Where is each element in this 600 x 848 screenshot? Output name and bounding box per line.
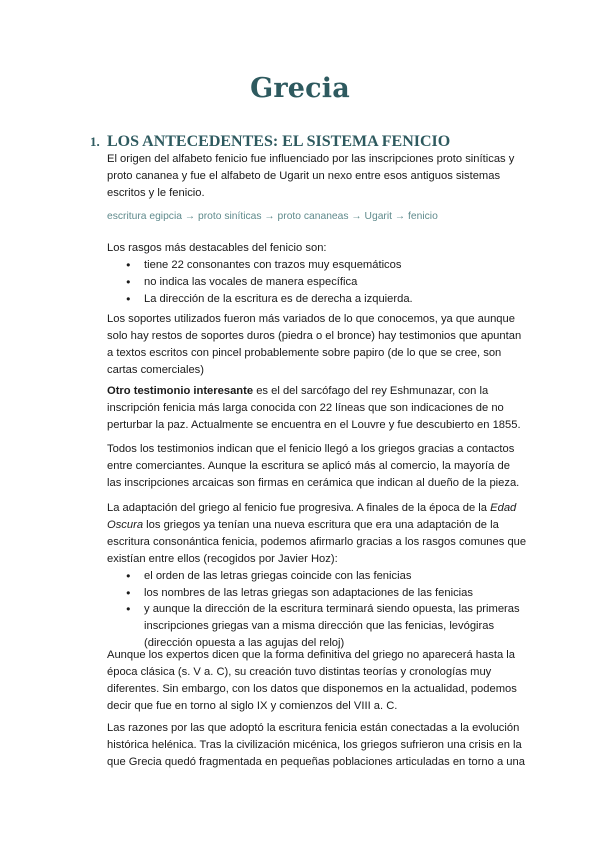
list-item: ● el orden de las letras griegas coincide con las fenicias (107, 568, 527, 585)
traits-section (107, 240, 527, 308)
section-heading (90, 133, 530, 151)
page-title: Grecia (250, 73, 350, 104)
commerce-paragraph (107, 441, 527, 492)
adaptation-text-start: La adaptación del griego al fenicio fue progresiva. A finales de la época de la (107, 502, 491, 514)
section-number: 1. (90, 134, 100, 149)
commerce-text: Todos los testimonios indican que el fenicio llegó a los griegos gracias a contactos entre comerciantes. Aunque la escritura se aplicó más al comercio, la mayoría de las inscripciones arcaicas son firmas en cerámica que indican al dueño de la pieza. (107, 443, 520, 489)
testimony-bold: Otro testimonio interesante (107, 385, 254, 397)
experts-text: Aunque los expertos dicen que la forma definitiva del griego no aparecerá hasta la época clásica (s. V a. C), su creación tuvo distintas teorías y cronologías muy diferentes. Sin embargo, con los datos que disponemos en la actualidad, podemos decir que fue en torno al siglo IX y comienzos del VIII a. C. (107, 649, 517, 712)
intro-text: El origen del alfabeto fenicio fue influenciado por las inscripciones proto siníticas y proto cananea y fue el alfabeto de Ugarit un nexo entre esos antiguos sistemas escritos y le fenicio. (107, 153, 515, 199)
traits-list (107, 257, 527, 308)
testimony-paragraph (107, 383, 527, 434)
list-item: ● La dirección de la escritura es de derecha a izquierda. (107, 291, 527, 308)
supports-text: Los soportes utilizados fueron más variados de lo que conocemos, ya que aunque solo hay restos de soportes duros (piedra o el bronce) hay testimonios que apuntan a textos escritos con pincel probablemente sobre papiro (de lo que se cree, son cartas comerciales) (107, 313, 522, 376)
testimony-text: es el del sarcófago del rey Eshmunazar, con la inscripción fenicia más larga conocida con 22 líneas que son indicaciones de no perturbar la paz. Actualmente se encuentra en el Louvre y fue descubierto en 1855. (107, 385, 521, 431)
common-traits-list (107, 568, 527, 653)
supports-paragraph (107, 311, 527, 379)
adaptation-text-end: los griegos ya tenían una nueva escritura que era una adaptación de la escritura consonántica fenicia, podemos afirmarlo gracias a los rasgos comunes que existían entre ellos (recogidos por Javier Hoz): (107, 518, 527, 565)
traits-intro: Los rasgos más destacables del fenicio son: (107, 242, 327, 254)
adaptation-section (107, 500, 527, 652)
intro-paragraph (107, 151, 527, 202)
lineage-line (107, 209, 527, 226)
experts-paragraph (107, 647, 527, 715)
section-title: LOS ANTECEDENTES: EL SISTEMA FENICIO (107, 133, 451, 150)
lineage-text: escritura egipcia → proto siníticas → proto cananeas → Ugarit → fenicio (107, 211, 438, 222)
list-item: ● los nombres de las letras griegas son adaptaciones de las fenicias (107, 585, 527, 602)
reasons-paragraph (107, 720, 527, 771)
list-item: ● tiene 22 consonantes con trazos muy esquemáticos (107, 257, 527, 274)
reasons-text: Las razones por las que adoptó la escritura fenicia están conectadas a la evolución histórica helénica. Tras la civilización micénica, los griegos sufrieron una crisis en la que Grecia quedó fragmentada en pequeñas poblaciones articuladas en torno a una (107, 722, 525, 768)
list-item: ● no indica las vocales de manera específica (107, 274, 527, 291)
list-item: ● y aunque la dirección de la escritura terminará siendo opuesta, las primeras inscripciones griegas van a misma dirección que las fenicias, levógiras (dirección opuesta a las agujas del reloj) (107, 601, 527, 652)
adaptation-italic: Edad Oscura (107, 502, 517, 531)
